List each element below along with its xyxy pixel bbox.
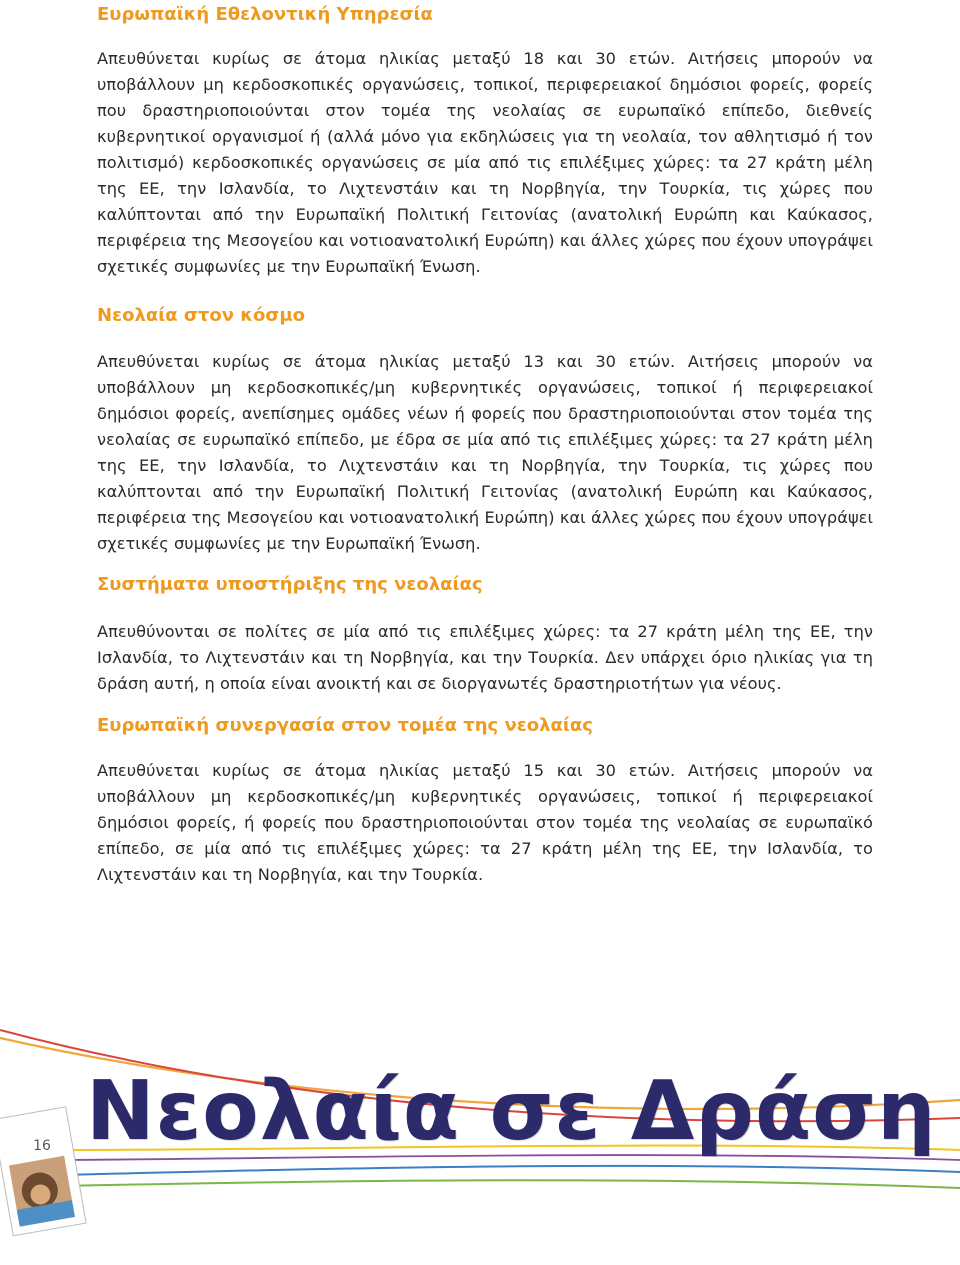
photo-frame <box>0 1107 86 1236</box>
document-body <box>97 4 873 888</box>
section-heading-support-systems: Συστήματα υποστήριξης της νεολαίας <box>97 574 483 595</box>
section-text-youth-world: Απευθύνεται κυρίως σε άτομα ηλικίας μεταξύ 13 και 30 ετών. Αιτήσεις μπορούν να υποβάλλουν μη κερδοσκοπικές/μη κυβερνητικές οργανώσεις, τοπικοί ή περιφερειακοί δημόσιοι φορείς, ανεπίσημες ομάδες νέων ή φορείς που δραστηριοποιούνται στον τομέα της νεολαίας σε ευρωπαϊκό επίπεδο, με έδρα σε μία από τις επιλέξιμες χώρες: τα 27 κράτη μέλη της ΕΕ, την Ισλανδία, το Λιχτενστάιν και τη Νορβηγία, την Τουρκία, τις χώρες που καλύπτονται από την Ευρωπαϊκή Πολιτική Γειτονίας (ανατολική Ευρώπη και Καύκασος, περιφέρεια της Μεσογείου και νοτιοανατολική Ευρώπη) και άλλες χώρες που έχουν υπογράψει σχετικές συμφωνίες με την Ευρωπαϊκή Ένωση. <box>97 352 873 553</box>
section-heading-youth-world: Νεολαία στον κόσμο <box>97 305 306 326</box>
swoosh-line-blue <box>60 1166 960 1175</box>
section-text-support-systems: Απευθύνονται σε πολίτες σε μία από τις επιλέξιμες χώρες: τα 27 κράτη μέλη της ΕΕ, την Ισλανδία, το Λιχτενστάιν και τη Νορβηγία, και την Τουρκία. Δεν υπάρχει όριο ηλικίας για τη δράση αυτή, η οποία είναι ανοικτή και σε διοργανωτές δραστηριοτήτων για νέους. <box>97 622 873 693</box>
section-heading-cooperation: Ευρωπαϊκή συνεργασία στον τομέα της νεολαίας <box>97 715 593 736</box>
section-text-evs: Απευθύνεται κυρίως σε άτομα ηλικίας μεταξύ 18 και 30 ετών. Αιτήσεις μπορούν να υποβάλλουν μη κερδοσκοπικές οργανώσεις, τοπικοί, περιφερειακοί δημόσιοι φορείς, φορείς που δραστηριοποιούνται στον τομέα της νεολαίας σε ευρωπαϊκό επίπεδο, διεθνείς κυβερνητικοί οργανισμοί ή (αλλά μόνο για εκδηλώσεις για τη νεολαία, τον αθλητισμό ή τον πολιτισμό) κερδοσκοπικές οργανώσεις σε μία από τις επιλέξιμες χώρες: τα 27 κράτη μέλη της ΕΕ, την Ισλανδία, το Λιχτενστάιν και τη Νορβηγία, την Τουρκία, τις χώρες που καλύπτονται από την Ευρωπαϊκή Πολιτική Γειτονίας (ανατολική Ευρώπη και Καύκασος, περιφέρεια της Μεσογείου και νοτιοανατολική Ευρώπη) και άλλες χώρες που έχουν υπογράψει σχετικές συμφωνίες με την Ευρωπαϊκή Ένωση. <box>97 49 873 276</box>
page-number: 16 <box>33 1138 51 1154</box>
section-text-cooperation: Απευθύνεται κυρίως σε άτομα ηλικίας μεταξύ 15 και 30 ετών. Αιτήσεις μπορούν να υποβάλλουν μη κερδοσκοπικές/μη κυβερνητικές οργανώσεις, τοπικοί ή περιφερειακοί δημόσιοι φορείς, ή φορείς που δραστηριοποιούνται στον τομέα της νεολαίας σε ευρωπαϊκό επίπεδο, σε μία από τις επιλέξιμες χώρες: τα 27 κράτη μέλη της ΕΕ, την Ισλανδία, το Λιχτενστάιν και τη Νορβηγία, και την Τουρκία. <box>97 761 873 884</box>
program-logo: Νεολαία σε Δράση <box>86 1064 937 1159</box>
swoosh-line-green <box>60 1180 960 1188</box>
section-heading-evs: Ευρωπαϊκή Εθελοντική Υπηρεσία <box>97 4 433 25</box>
